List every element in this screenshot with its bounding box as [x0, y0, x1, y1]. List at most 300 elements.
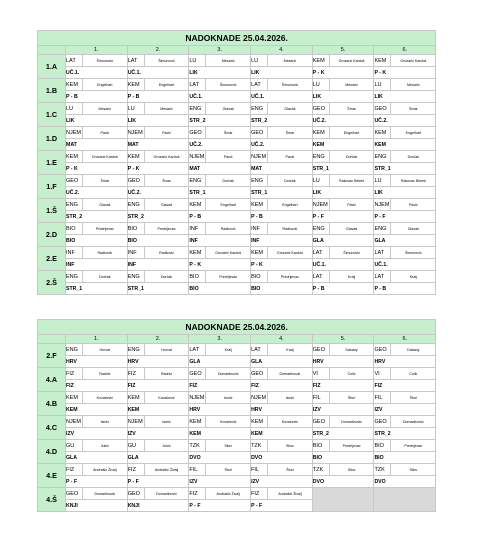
- replacement-cell: P - B: [189, 211, 251, 223]
- replacement-cell: INF: [66, 259, 128, 271]
- replacement-cell: P - K: [374, 67, 436, 79]
- subject-cell: KEM: [66, 151, 83, 163]
- replacement-cell: HRV: [374, 356, 436, 368]
- empty-cell: [312, 488, 374, 512]
- replacement-cell: DVO: [251, 452, 313, 464]
- teacher-cell: Glavaš: [83, 199, 128, 211]
- class-row-replacement: [38, 115, 436, 127]
- replacement-cell: DVO: [374, 476, 436, 488]
- class-row-replacement: [38, 67, 436, 79]
- class-label: 1.D: [38, 127, 66, 151]
- teacher-cell: Domadinović: [329, 416, 374, 428]
- teacher-cell: Domadinović: [83, 488, 128, 500]
- teacher-cell: Jukić: [144, 440, 189, 452]
- replacement-cell: P - F: [66, 476, 128, 488]
- replacement-cell: STR_2: [189, 115, 251, 127]
- class-row: [38, 271, 436, 283]
- replacement-cell: UČ.1.: [66, 67, 128, 79]
- subject-cell: LAT: [189, 344, 206, 356]
- replacement-cell: MAT: [251, 163, 313, 175]
- subject-cell: FIZ: [189, 488, 206, 500]
- teacher-cell: Glavaš: [206, 103, 251, 115]
- replacement-cell: STR_1: [66, 283, 128, 295]
- class-row: [38, 416, 436, 428]
- subject-cell: KEM: [312, 55, 329, 67]
- subject-cell: INF: [66, 247, 83, 259]
- teacher-cell: Glavaš: [329, 223, 374, 235]
- teacher-cell: Kovačević: [83, 392, 128, 404]
- teacher-cell: Kralj: [391, 271, 436, 283]
- subject-cell: NJEM: [374, 199, 391, 211]
- schedule-grid: [37, 30, 436, 295]
- replacement-cell: P - F: [189, 500, 251, 512]
- subject-cell: FIZ: [127, 368, 144, 380]
- replacement-cell: STR_2: [374, 428, 436, 440]
- period-header-row: [38, 46, 436, 55]
- replacement-cell: STR_1: [189, 187, 251, 199]
- subject-cell: LAT: [374, 271, 391, 283]
- class-label: 4.B: [38, 392, 66, 416]
- teacher-cell: Ćolić: [329, 368, 374, 380]
- teacher-cell: Kovačević: [206, 416, 251, 428]
- schedule-title: NADOKNADE 25.04.2026.: [38, 320, 436, 335]
- subject-cell: LAT: [374, 247, 391, 259]
- class-row: [38, 247, 436, 259]
- teacher-cell: Silov: [329, 464, 374, 476]
- subject-cell: KEM: [189, 416, 206, 428]
- class-row-replacement: [38, 356, 436, 368]
- replacement-cell: KNJI: [127, 500, 189, 512]
- teacher-cell: Ismić: [206, 392, 251, 404]
- teacher-cell: Radković: [206, 223, 251, 235]
- teacher-cell: Šimunović: [144, 55, 189, 67]
- replacement-cell: IZV: [312, 404, 374, 416]
- replacement-cell: UČ.1.: [312, 259, 374, 271]
- class-row-replacement: [38, 452, 436, 464]
- class-label: 1.E: [38, 151, 66, 175]
- subject-cell: GEO: [189, 368, 206, 380]
- replacement-cell: STR_2: [312, 428, 374, 440]
- replacement-cell: UČ.2.: [251, 139, 313, 151]
- subject-cell: GEO: [251, 127, 268, 139]
- replacement-cell: P - F: [312, 211, 374, 223]
- replacement-cell: MAT: [66, 139, 128, 151]
- subject-cell: KEM: [66, 79, 83, 91]
- teacher-cell: Grozarić Kardoš: [144, 151, 189, 163]
- teacher-cell: Andrašić Živalj: [206, 488, 251, 500]
- replacement-cell: HRV: [127, 356, 189, 368]
- subject-cell: INF: [251, 223, 268, 235]
- teacher-cell: Mesarić: [391, 79, 436, 91]
- class-label: 1.A: [38, 55, 66, 79]
- subject-cell: NJEM: [66, 416, 83, 428]
- class-row: [38, 79, 436, 91]
- replacement-cell: BIO: [374, 452, 436, 464]
- teacher-cell: Ismić: [144, 416, 189, 428]
- replacement-cell: P - K: [251, 259, 313, 271]
- subject-cell: KEM: [374, 55, 391, 67]
- replacement-cell: BIO: [189, 283, 251, 295]
- teacher-cell: Šturi: [391, 392, 436, 404]
- teacher-cell: Predrijevac: [329, 440, 374, 452]
- subject-cell: ENG: [127, 271, 144, 283]
- replacement-cell: HRV: [66, 356, 128, 368]
- teacher-cell: Radnić: [83, 368, 128, 380]
- subject-cell: GEO: [374, 416, 391, 428]
- teacher-cell: Predrijevac: [206, 271, 251, 283]
- subject-cell: ENG: [66, 344, 83, 356]
- class-row: [38, 488, 436, 500]
- class-label: 4.C: [38, 416, 66, 440]
- class-row: [38, 103, 436, 115]
- subject-cell: KEM: [127, 79, 144, 91]
- subject-cell: ENG: [127, 344, 144, 356]
- teacher-cell: Šmar: [206, 127, 251, 139]
- replacement-cell: LIK: [189, 67, 251, 79]
- teacher-cell: Mesarić: [206, 55, 251, 67]
- teacher-cell: Mesarić: [83, 103, 128, 115]
- subject-cell: FIL: [251, 464, 268, 476]
- class-row: [38, 55, 436, 67]
- subject-cell: NJEM: [127, 416, 144, 428]
- replacement-cell: GLA: [189, 356, 251, 368]
- teacher-cell: Horvat: [144, 344, 189, 356]
- subject-cell: BIO: [374, 440, 391, 452]
- subject-cell: ENG: [312, 151, 329, 163]
- class-row: [38, 175, 436, 187]
- teacher-cell: Kovačević: [144, 392, 189, 404]
- replacement-cell: BIO: [251, 283, 313, 295]
- subject-cell: FIZ: [251, 488, 268, 500]
- subject-cell: LU: [66, 103, 83, 115]
- teacher-cell: Radnić: [144, 368, 189, 380]
- class-label: 1.B: [38, 79, 66, 103]
- class-row-replacement: [38, 380, 436, 392]
- period-header: 2.: [127, 46, 189, 55]
- replacement-cell: IZV: [127, 428, 189, 440]
- replacement-cell: HRV: [251, 404, 313, 416]
- subject-cell: BIO: [189, 271, 206, 283]
- subject-cell: NJEM: [127, 127, 144, 139]
- teacher-cell: Glavaš: [268, 103, 313, 115]
- teacher-cell: Andrašić Živalj: [144, 464, 189, 476]
- teacher-cell: Predrijevac: [83, 223, 128, 235]
- teacher-cell: Šturi: [268, 464, 313, 476]
- subject-cell: VI: [312, 368, 329, 380]
- subject-cell: GEO: [312, 103, 329, 115]
- replacement-cell: P - B: [251, 211, 313, 223]
- teacher-cell: Predrijevac: [144, 223, 189, 235]
- teacher-cell: Ismić: [83, 416, 128, 428]
- subject-cell: GU: [127, 440, 144, 452]
- subject-cell: LAT: [312, 271, 329, 283]
- subject-cell: ENG: [312, 223, 329, 235]
- replacement-cell: P - F: [127, 476, 189, 488]
- subject-cell: INF: [189, 223, 206, 235]
- subject-cell: NJEM: [66, 127, 83, 139]
- teacher-cell: Pavić: [83, 127, 128, 139]
- subject-cell: TZK: [312, 464, 329, 476]
- subject-cell: NJEM: [189, 151, 206, 163]
- teacher-cell: Šmar: [391, 103, 436, 115]
- teacher-cell: Grozarić Kardoš: [83, 151, 128, 163]
- replacement-cell: KNJI: [66, 500, 128, 512]
- subject-cell: KEM: [189, 199, 206, 211]
- replacement-cell: LIK: [312, 187, 374, 199]
- replacement-cell: DVO: [189, 452, 251, 464]
- subject-cell: GEO: [66, 488, 83, 500]
- class-row: [38, 392, 436, 404]
- replacement-cell: UČ.1.: [189, 91, 251, 103]
- teacher-cell: Domadinović: [268, 368, 313, 380]
- subject-cell: KEM: [374, 127, 391, 139]
- replacement-cell: FIZ: [189, 380, 251, 392]
- class-row-replacement: [38, 259, 436, 271]
- replacement-cell: INF: [127, 259, 189, 271]
- teacher-cell: Rakovac Bekeš: [329, 175, 374, 187]
- replacement-cell: KEM: [312, 139, 374, 151]
- teacher-cell: Predrijevac: [268, 271, 313, 283]
- teacher-cell: Radković: [83, 247, 128, 259]
- period-header: 1.: [66, 335, 128, 344]
- teacher-cell: Domadinović: [391, 416, 436, 428]
- subject-cell: KEM: [127, 151, 144, 163]
- subject-cell: KEM: [251, 247, 268, 259]
- teacher-cell: Pavić: [206, 151, 251, 163]
- subject-cell: KEM: [66, 392, 83, 404]
- subject-cell: GU: [66, 440, 83, 452]
- period-header: 2.: [127, 335, 189, 344]
- teacher-cell: Engelhart: [329, 127, 374, 139]
- subject-cell: KEM: [127, 392, 144, 404]
- teacher-cell: Mesarić: [144, 103, 189, 115]
- replacement-cell: FIZ: [66, 380, 128, 392]
- replacement-cell: FIZ: [251, 380, 313, 392]
- subject-cell: GEO: [312, 344, 329, 356]
- teacher-cell: Ćolić: [391, 368, 436, 380]
- replacement-cell: P - B: [66, 91, 128, 103]
- empty-cell: [374, 488, 436, 512]
- replacement-cell: UČ.1.: [251, 91, 313, 103]
- teacher-cell: Pavić: [268, 151, 313, 163]
- subject-cell: ENG: [374, 223, 391, 235]
- class-label: 2.E: [38, 247, 66, 271]
- teacher-cell: Grozarić Kardoš: [268, 247, 313, 259]
- teacher-cell: Šmar: [83, 175, 128, 187]
- subject-cell: ENG: [66, 271, 83, 283]
- subject-cell: LU: [312, 175, 329, 187]
- teacher-cell: Domadinović: [144, 488, 189, 500]
- schedule-table-1: [37, 30, 435, 295]
- replacement-cell: HRV: [312, 356, 374, 368]
- period-header: 4.: [251, 335, 313, 344]
- class-row-replacement: [38, 139, 436, 151]
- class-row-replacement: [38, 283, 436, 295]
- replacement-cell: UČ.2.: [66, 187, 128, 199]
- class-row-replacement: [38, 91, 436, 103]
- subject-cell: GEO: [189, 127, 206, 139]
- subject-cell: FIZ: [127, 464, 144, 476]
- subject-cell: INF: [127, 247, 144, 259]
- class-row: [38, 464, 436, 476]
- teacher-cell: Grozarić Kardoš: [206, 247, 251, 259]
- replacement-cell: LIK: [312, 91, 374, 103]
- class-label: 1.F: [38, 175, 66, 199]
- subject-cell: FIZ: [66, 464, 83, 476]
- subject-cell: LAT: [189, 79, 206, 91]
- replacement-cell: GLA: [127, 452, 189, 464]
- class-row-replacement: [38, 428, 436, 440]
- class-label: 1.C: [38, 103, 66, 127]
- replacement-cell: P - F: [374, 211, 436, 223]
- teacher-cell: Šturi: [206, 464, 251, 476]
- replacement-cell: UČ.1.: [374, 259, 436, 271]
- subject-cell: LU: [374, 175, 391, 187]
- class-row-replacement: [38, 404, 436, 416]
- replacement-cell: BIO: [312, 452, 374, 464]
- period-header: 6.: [374, 46, 436, 55]
- teacher-cell: Glavaš: [391, 223, 436, 235]
- subject-cell: GEO: [127, 175, 144, 187]
- period-header: 5.: [312, 335, 374, 344]
- class-label: 4.Š: [38, 488, 66, 512]
- teacher-cell: Dorčak: [391, 151, 436, 163]
- replacement-cell: LIK: [374, 91, 436, 103]
- class-row: [38, 127, 436, 139]
- subject-cell: GEO: [374, 344, 391, 356]
- teacher-cell: Silov: [268, 440, 313, 452]
- header-corner: [38, 335, 66, 344]
- teacher-cell: Horvat: [83, 344, 128, 356]
- teacher-cell: Dorčak: [83, 271, 128, 283]
- class-label: 2.D: [38, 223, 66, 247]
- replacement-cell: STR_1: [251, 187, 313, 199]
- replacement-cell: P - B: [127, 91, 189, 103]
- subject-cell: GEO: [312, 416, 329, 428]
- subject-cell: LAT: [312, 247, 329, 259]
- replacement-cell: P - K: [189, 259, 251, 271]
- subject-cell: BIO: [251, 271, 268, 283]
- class-row: [38, 440, 436, 452]
- subject-cell: LU: [374, 79, 391, 91]
- class-row: [38, 199, 436, 211]
- teacher-cell: Domadinović: [206, 368, 251, 380]
- subject-cell: TZK: [189, 440, 206, 452]
- teacher-cell: Dorčak: [206, 175, 251, 187]
- period-header: 1.: [66, 46, 128, 55]
- teacher-cell: Šturi: [329, 392, 374, 404]
- class-row: [38, 223, 436, 235]
- replacement-cell: FIZ: [312, 380, 374, 392]
- teacher-cell: Šimunović: [268, 79, 313, 91]
- title-row: [38, 320, 436, 335]
- subject-cell: LAT: [66, 55, 83, 67]
- replacement-cell: IZV: [189, 476, 251, 488]
- teacher-cell: Mesarić: [329, 79, 374, 91]
- teacher-cell: Pavić: [391, 199, 436, 211]
- replacement-cell: STR_2: [127, 211, 189, 223]
- period-header: 4.: [251, 46, 313, 55]
- replacement-cell: STR_1: [312, 163, 374, 175]
- replacement-cell: BIO: [127, 235, 189, 247]
- subject-cell: TZK: [374, 464, 391, 476]
- replacement-cell: KEM: [374, 139, 436, 151]
- replacement-cell: INF: [251, 235, 313, 247]
- replacement-cell: MAT: [189, 163, 251, 175]
- class-label: 2.Š: [38, 271, 66, 295]
- subject-cell: ENG: [189, 103, 206, 115]
- teacher-cell: Šmar: [144, 175, 189, 187]
- replacement-cell: KEM: [66, 404, 128, 416]
- schedule-title: NADOKNADE 25.04.2026.: [38, 31, 436, 46]
- subject-cell: KEM: [189, 247, 206, 259]
- class-label: 4.D: [38, 440, 66, 464]
- teacher-cell: Jukić: [83, 440, 128, 452]
- teacher-cell: Glavaš: [144, 199, 189, 211]
- teacher-cell: Engelhart: [268, 199, 313, 211]
- teacher-cell: Šimunović: [391, 247, 436, 259]
- subject-cell: FIL: [312, 392, 329, 404]
- teacher-cell: Dorčak: [144, 271, 189, 283]
- replacement-cell: P - B: [374, 283, 436, 295]
- teacher-cell: Dorčak: [329, 151, 374, 163]
- subject-cell: LU: [312, 79, 329, 91]
- title-row: [38, 31, 436, 46]
- subject-cell: KEM: [251, 199, 268, 211]
- subject-cell: LU: [127, 103, 144, 115]
- replacement-cell: IZV: [374, 404, 436, 416]
- replacement-cell: P - K: [312, 67, 374, 79]
- replacement-cell: UČ.2.: [312, 115, 374, 127]
- replacement-cell: MAT: [127, 139, 189, 151]
- replacement-cell: GLA: [374, 235, 436, 247]
- teacher-cell: Pavić: [329, 199, 374, 211]
- class-row: [38, 368, 436, 380]
- schedule-grid: [37, 319, 436, 512]
- subject-cell: LU: [251, 55, 268, 67]
- class-row: [38, 151, 436, 163]
- replacement-cell: KEM: [127, 404, 189, 416]
- teacher-cell: Silov: [206, 440, 251, 452]
- subject-cell: LAT: [251, 344, 268, 356]
- replacement-cell: INF: [189, 235, 251, 247]
- subject-cell: GEO: [251, 368, 268, 380]
- period-header-row: [38, 335, 436, 344]
- replacement-cell: UČ.2.: [127, 187, 189, 199]
- class-label: 1.Š: [38, 199, 66, 223]
- subject-cell: ENG: [189, 175, 206, 187]
- replacement-cell: BIO: [66, 235, 128, 247]
- replacement-cell: UČ.1.: [127, 67, 189, 79]
- replacement-cell: LIK: [251, 67, 313, 79]
- period-header: 5.: [312, 46, 374, 55]
- teacher-cell: Engelhart: [391, 127, 436, 139]
- subject-cell: FIZ: [66, 368, 83, 380]
- teacher-cell: Kralj: [329, 271, 374, 283]
- subject-cell: LU: [189, 55, 206, 67]
- replacement-cell: P - K: [66, 163, 128, 175]
- subject-cell: NJEM: [312, 199, 329, 211]
- replacement-cell: FIZ: [374, 380, 436, 392]
- teacher-cell: Rakovac Bekeš: [391, 175, 436, 187]
- teacher-cell: Kralj: [268, 344, 313, 356]
- header-corner: [38, 46, 66, 55]
- class-label: 4.E: [38, 464, 66, 488]
- subject-cell: FIL: [189, 464, 206, 476]
- teacher-cell: Engelhart: [144, 79, 189, 91]
- subject-cell: KEM: [251, 416, 268, 428]
- teacher-cell: Andrašić Živalj: [83, 464, 128, 476]
